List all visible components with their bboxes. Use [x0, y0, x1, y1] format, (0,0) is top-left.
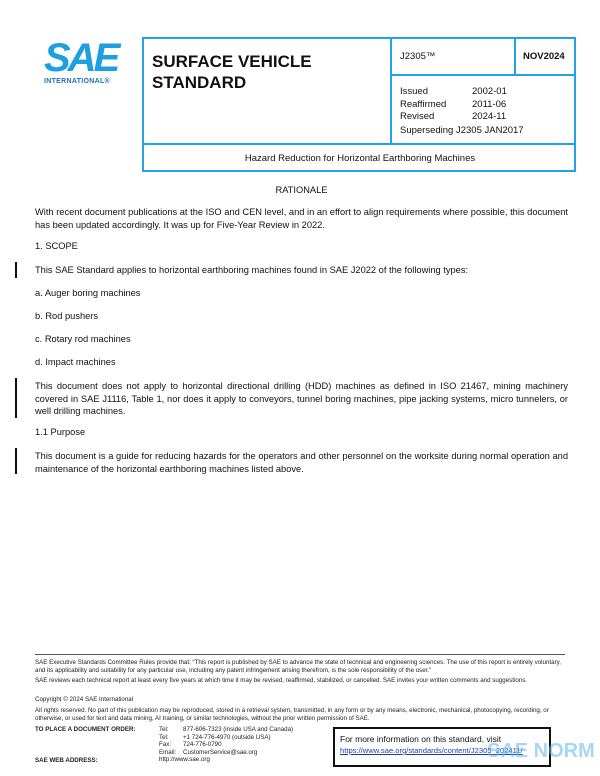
- info-text: For more information on this standard, visit: [340, 734, 502, 744]
- doc-type: SURFACE VEHICLE STANDARD: [152, 52, 312, 92]
- logo-mark: SAE: [44, 36, 118, 80]
- history-row: Revised 2024-11: [400, 111, 507, 122]
- web-address[interactable]: http://www.sae.org: [159, 756, 210, 764]
- header-box: [142, 37, 576, 172]
- history-row: Reaffirmed 2011-06: [400, 98, 507, 110]
- contact-row: Tel: 877-606-7323 (inside USA and Canada): [159, 726, 294, 733]
- doc-date: NOV2024: [523, 51, 565, 62]
- footer-divider: [35, 654, 565, 655]
- contact-row: Fax: 724-776-0790: [159, 741, 222, 749]
- type-item: b. Rod pushers: [35, 311, 99, 321]
- superseding: Superseding J2305 JAN2017: [400, 125, 524, 136]
- purpose-text: This document is a guide for reducing hazards for the operators and other personnel on the worksite during normal operation and maintenance of the horizontal earthboring machines listed above.: [35, 451, 568, 474]
- type-item: d. Impact machines: [35, 357, 116, 367]
- scope-exclusion: This document does not apply to horizontal directional drilling (HDD) machines as defined in ISO 21467, mining machinery covered in SAE J1116, Table 1, nor does it apply to conveyors, tunnel boring machines, pipe jacking systems, micro tunnelers, or well drilling machines.: [35, 381, 568, 416]
- footer-review: SAE reviews each technical report at least every five years at which time it may be revised, reaffirmed, stabilized, or cancelled. SAE invites your written comments and suggestions.: [35, 677, 528, 684]
- doc-number: J2305™: [400, 51, 436, 62]
- rationale-heading: RATIONALE: [275, 185, 328, 195]
- type-item: a. Auger boring machines: [35, 288, 141, 298]
- web-label: SAE WEB ADDRESS:: [35, 757, 98, 764]
- footer-rules: SAE Executive Standards Committee Rules provide that: “This report is published by SAE to advance the state of technical and engineering sciences. The use of this report is entirely voluntary, and its applicability and suitability for any particular use, including any patent infringement arising therefrom, is the sole responsibility of the user.”: [35, 659, 561, 674]
- contact-row: Tel: +1 724-776-4970 (outside USA): [159, 733, 271, 741]
- history-row: Issued 2002-01: [400, 86, 507, 97]
- contact-row: Email: CustomerService@sae.org: [159, 748, 258, 756]
- logo-subtitle: INTERNATIONAL®: [44, 78, 111, 85]
- footer-rights: All rights reserved. No part of this publication may be reproduced, stored in a retrieval system, transmitted, in any form or by any means, electronic, mechanical, photocopying, recording, or otherwise, or used for text and data mining, AI training, or similar technologies, without the prior written permission of SAE.: [35, 707, 549, 722]
- scope-heading: 1. SCOPE: [35, 241, 78, 251]
- scope-intro: This SAE Standard applies to horizontal earthboring machines found in SAE J2022 of the following types:: [35, 265, 469, 275]
- watermark: SAE NORM: [487, 740, 595, 762]
- info-link[interactable]: https://www.sae.org/standards/content/J2305_202411/: [340, 746, 523, 755]
- order-label: TO PLACE A DOCUMENT ORDER:: [35, 726, 136, 733]
- rationale-text: With recent document publications at the ISO and CEN level, and in an effort to align requirements where possible, this document has been updated accordingly. It was up for Five-Year Review in 2022.: [35, 207, 568, 230]
- sae-logo: [44, 38, 124, 85]
- type-item: c. Rotary rod machines: [35, 334, 131, 344]
- doc-title: Hazard Reduction for Horizontal Earthboring Machines: [244, 153, 476, 164]
- purpose-heading: 1.1 Purpose: [35, 427, 86, 437]
- footer-copyright: Copyright © 2024 SAE International: [35, 696, 134, 703]
